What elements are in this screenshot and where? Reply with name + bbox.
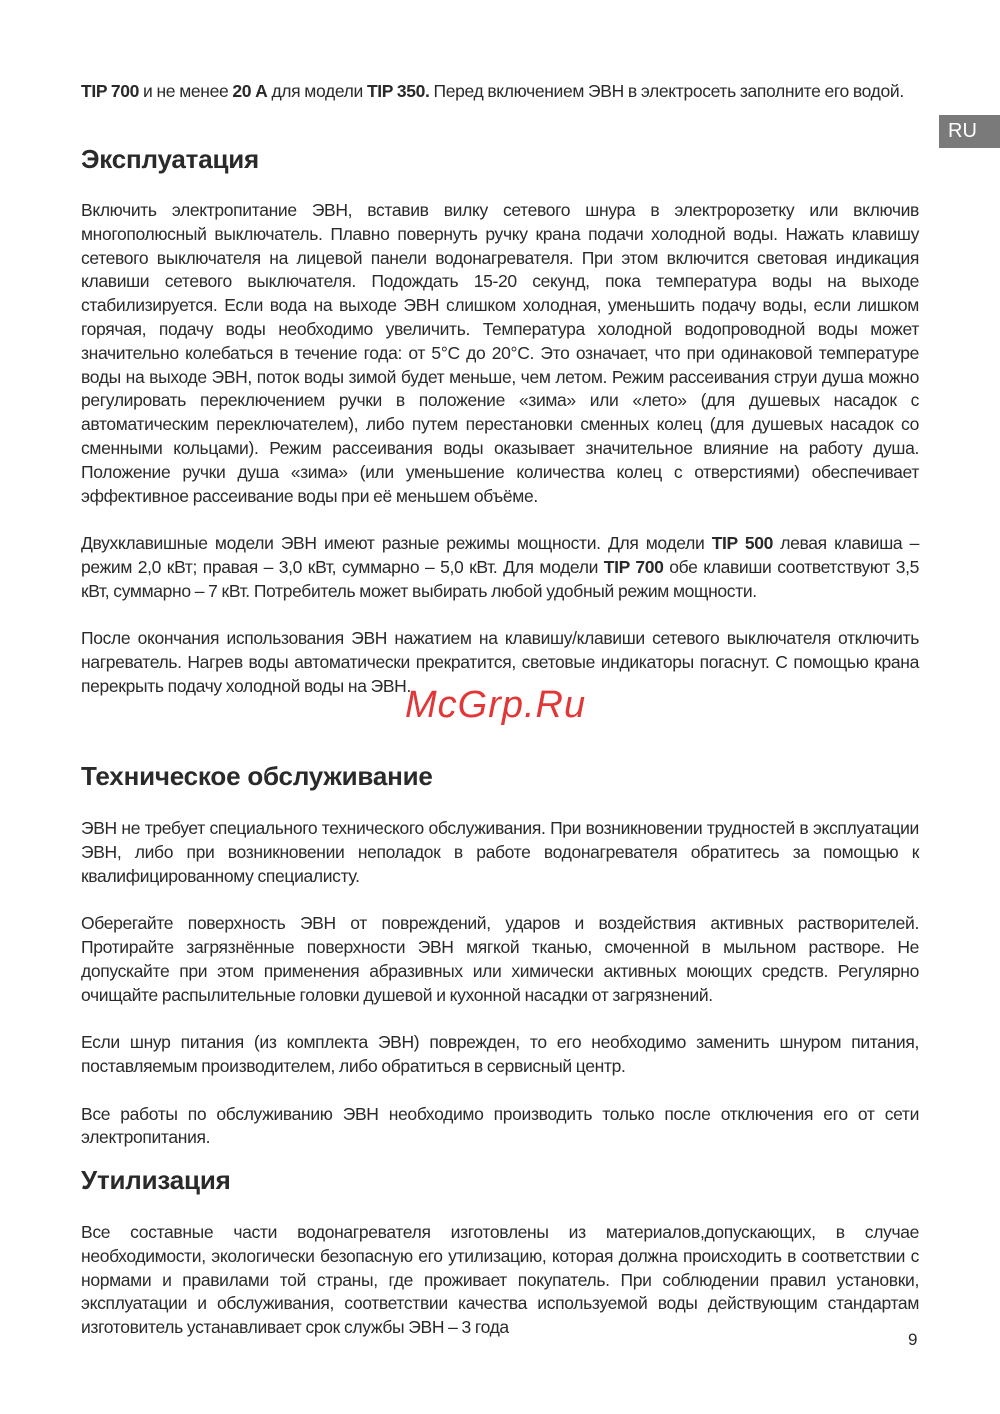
model-name: TIP 700 <box>603 556 664 577</box>
paragraph: Если шнур питания (из комплекта ЭВН) поврежден, то его необходимо заменить шнуром питания, поставляемым производителем, либо обратиться в сервисный центр. <box>81 1032 919 1076</box>
section-operation <box>81 144 919 175</box>
maintenance-body <box>81 817 919 1150</box>
model-name: TIP 700 <box>81 81 140 101</box>
paragraph: Включить электропитание ЭВН, вставив вилку сетевого шнура в электророзетку или включив многополюсный выключатель. Плавно повернуть ручку крана подачи холодной воды. Нажать клавишу сетевого выключателя на лицевой панели водонагревателя. При этом включится световая индикация клавиши сетевого выключателя. Подождать 15-20 секунд, пока температура воды на выходе стабилизируется. Если вода на выходе ЭВН слишком холодная, уменьшить подачу воды, если лишком горячая, подачу воды необходимо увеличить. Температура холодной водопроводной воды может значительно колебаться в течение года: от 5°С до 20°С. Это означает, что при одинаковой температуре воды на выходе ЭВН, поток воды зимой будет меньше, чем летом. Режим рассеивания струи душа можно регулировать переключением ручки в положение «зима» или «лето» (для душевых насадок с автоматическим переключателем), либо путем перестановки сменных колец (для душевых насадок со сменными кольцами). Режим рассеивания воды оказывает значительное влияние на работу душа. Положение ручки душа «зима» (или уменьшение количества колец с отверстиями) обеспечивает эффективное рассеивание воды при её меньшем объёме. <box>81 200 919 506</box>
watermark: McGrp.Ru <box>405 684 587 726</box>
text: левая клавиша – режим 2,0 кВт; правая – 3,0 кВт, суммарно – 5,0 кВт. Для модели <box>81 533 919 577</box>
section-heading: Техническое обслуживание <box>81 761 433 791</box>
paragraph <box>81 532 919 603</box>
language-badge: RU <box>939 115 1000 148</box>
text: для модели <box>267 81 367 101</box>
page-number: 9 <box>908 1330 918 1349</box>
text: обе клавиши соответствуют 3,5 кВт, суммарно – 7 кВт. Потребитель может выбирать любой удобный режим мощности. <box>81 556 919 601</box>
section-heading: Эксплуатация <box>81 144 260 174</box>
paragraph: ЭВН не требует специального технического обслуживания. При возникновении трудностей в эксплуатации ЭВН, либо при возникновении неполадок в работе водонагревателя обратитесь за помощью к квалифицированному специалисту. <box>81 818 919 886</box>
text: Двухклавишные модели ЭВН имеют разные режимы мощности. Для модели <box>81 533 712 554</box>
paragraph: Оберегайте поверхность ЭВН от повреждений, ударов и воздействия активных растворителей. Протирайте загрязнённые поверхности ЭВН мягкой тканью, смоченной в мыльном растворе. Не допускайте при этом применения абразивных или химически активных моющих средств. Регулярно очищайте распылительные головки душевой и кухонной насадки от загрязнений. <box>81 913 919 1005</box>
text: и не менее <box>139 81 233 101</box>
section-heading: Утилизация <box>81 1165 231 1195</box>
current-value: 20 А <box>232 81 268 101</box>
text: Перед включением ЭВН в электросеть заполните его водой. <box>429 81 904 101</box>
section-disposal <box>81 1165 919 1196</box>
model-name: TIP 350. <box>366 81 430 101</box>
paragraph: Все составные части водонагревателя изготовлены из материалов,допускающих, в случае необходимости, экологически безопасную его утилизацию, которая должна происходить в соответствии с нормами и правилами той страны, где проживает покупатель. При соблюдении правил установки, эксплуатации и обслуживания, соответствии качества используемой воды действующим стандартам изготовитель устанавливает срок службы ЭВН – 3 года <box>81 1222 919 1338</box>
model-name: TIP 500 <box>711 533 773 554</box>
disposal-body <box>81 1221 919 1340</box>
intro-paragraph <box>81 80 919 104</box>
section-maintenance <box>81 761 919 792</box>
paragraph: Все работы по обслуживанию ЭВН необходимо производить только после отключения его от сети электропитания. <box>81 1103 919 1148</box>
paragraph: После окончания использования ЭВН нажатием на клавишу/клавиши сетевого выключателя отключить нагреватель. Нагрев воды автоматически прекратится, световые индикаторы погаснут. С помощью крана перекрыть подачу холодной воды на ЭВН. <box>81 628 919 696</box>
operation-body <box>81 199 919 699</box>
